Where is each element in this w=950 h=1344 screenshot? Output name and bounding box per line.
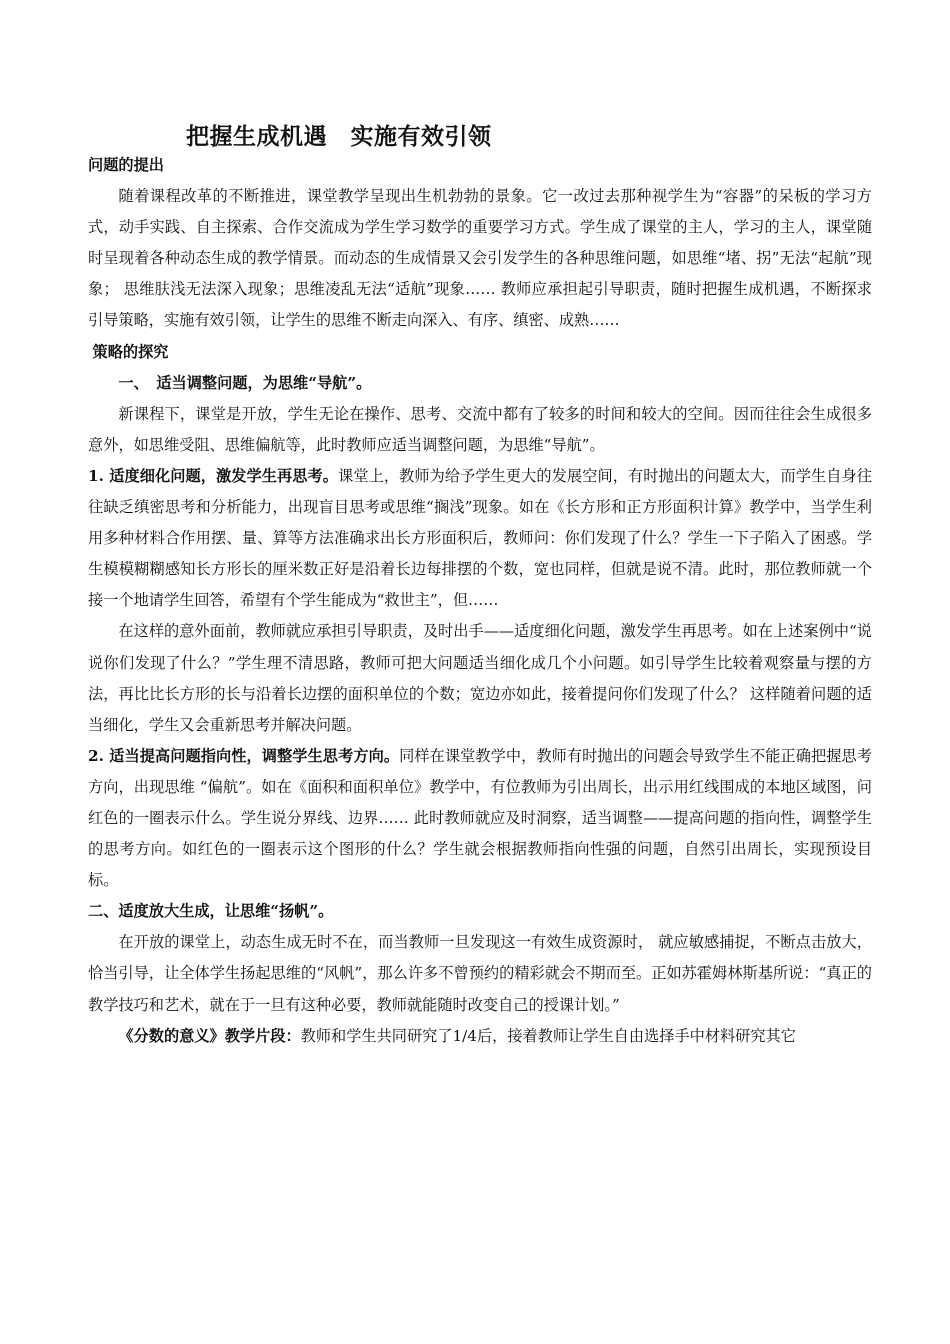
case-lead: 《分数的意义》教学片段： <box>118 1026 301 1045</box>
paragraph-amplify-intro: 在开放的课堂上，动态生成无时不在，而当教师一旦发现这一有效生成资源时， 就应敏感捕捉，不断点击放大，恰当引导，让全体学生扬起思维的“风帆”，那么许多不曾预约的精彩就会不期而至。正如苏霍姆林斯基所说：“真正的教学技巧和艺术，就在于一旦有这种必要，教师就能随时改变自己的授课计划。” <box>88 933 872 1014</box>
subsection-heading-amplify: 二、适度放大生成，让思维“扬帆”。 <box>88 902 334 921</box>
paragraph-problem-intro: 随着课程改革的不断推进，课堂教学呈现出生机勃勃的景象。它一改过去那种视学生为“容器”的呆板的学习方式，动手实践、自主探索、合作交流成为学生学习数学的重要学习方式。学生成了课堂的主人，学习的主人，课堂随时呈现着各种动态生成的教学情景。而动态的生成情景又会引发学生的各种思维问题，如思维“堵、拐”无法“起航”现象； 思维肤浅无法深入现象；思维凌乱无法“适航”现象…… 教师应承担起引导职责，随时把握生成机遇，不断探求引导策略，实施有效引领，让学生的思维不断走向深入、有序、缜密、成熟…… <box>88 187 872 330</box>
section-heading-problem: 问题的提出 <box>88 156 164 174</box>
paragraph-item-1-followup: 在这样的意外面前，教师就应承担引导职责，及时出手——适度细化问题，激发学生再思考。如在上述案例中“说说你们发现了什么？”学生理不清思路，教师可把大问题适当细化成几个小问题。如引导学生比较着观察量与摆的方法，再比比长方形的长与沿着长边摆的面积单位的个数；宽边亦如此，接着提问你们发现了什么？ 这样随着问题的适当细化，学生又会重新思考并解决问题。 <box>88 622 872 734</box>
paragraph-item-2 <box>88 741 872 896</box>
item-1-text: 课堂上，教师为给予学生更大的发展空间，有时抛出的问题太大，而学生自身往往缺乏缜密思考和分析能力，出现盲目思考或思维“搁浅”现象。如在《长方形和正方形面积计算》教学中，当学生利用多种材料合作用摆、量、算等方法准确求出长方形面积后，教师问：你们发现了什么？学生一下子陷入了困惑。学生模模糊糊感知长方形长的厘米数正好是沿着长边每排摆的个数，宽也同样，但就是说不清。此时，那位教师就一个接一个地请学生回答，希望有个学生能成为“救世主”，但…… <box>88 466 872 610</box>
item-2-lead: 2. 适当提高问题指向性，调整学生思考方向。 <box>88 746 400 765</box>
paragraph-case <box>88 1021 872 1052</box>
section-heading-strategy: 策略的探究 <box>92 342 169 361</box>
paragraph-adjust-intro: 新课程下，课堂是开放，学生无论在操作、思考、交流中都有了较多的时间和较大的空间。因而往往会生成很多意外，如思维受阻、思维偏航等，此时教师应适当调整问题，为思维“导航”。 <box>88 404 872 454</box>
item-1-lead: 1. 适度细化问题，激发学生再思考。 <box>88 466 339 485</box>
item-2-text: 同样在课堂教学中，教师有时抛出的问题会导致学生不能正确把握思考方向，出现思维 “偏航”。如在《面积和面积单位》教学中，有位教师为引出周长，出示用红线围成的本地区域图，问红色的一圈表示什么。学生说分界线、边界…… 此时教师就应及时洞察，适当调整——提高问题的指向性，调整学生的思考方向。如红色的一圈表示这个图形的什么？学生就会根据教师指向性强的问题，自然引出周长，实现预设目标。 <box>88 746 872 890</box>
paragraph-item-1 <box>88 461 872 616</box>
document-body <box>88 150 872 1052</box>
subsection-heading-adjust-questions: 一、 适当调整问题，为思维“导航”。 <box>118 373 372 392</box>
document-title: 把握生成机遇 实施有效引领 <box>186 123 492 150</box>
case-text: 教师和学生共同研究了1/4后，接着教师让学生自由选择手中材料研究其它 <box>300 1026 796 1045</box>
